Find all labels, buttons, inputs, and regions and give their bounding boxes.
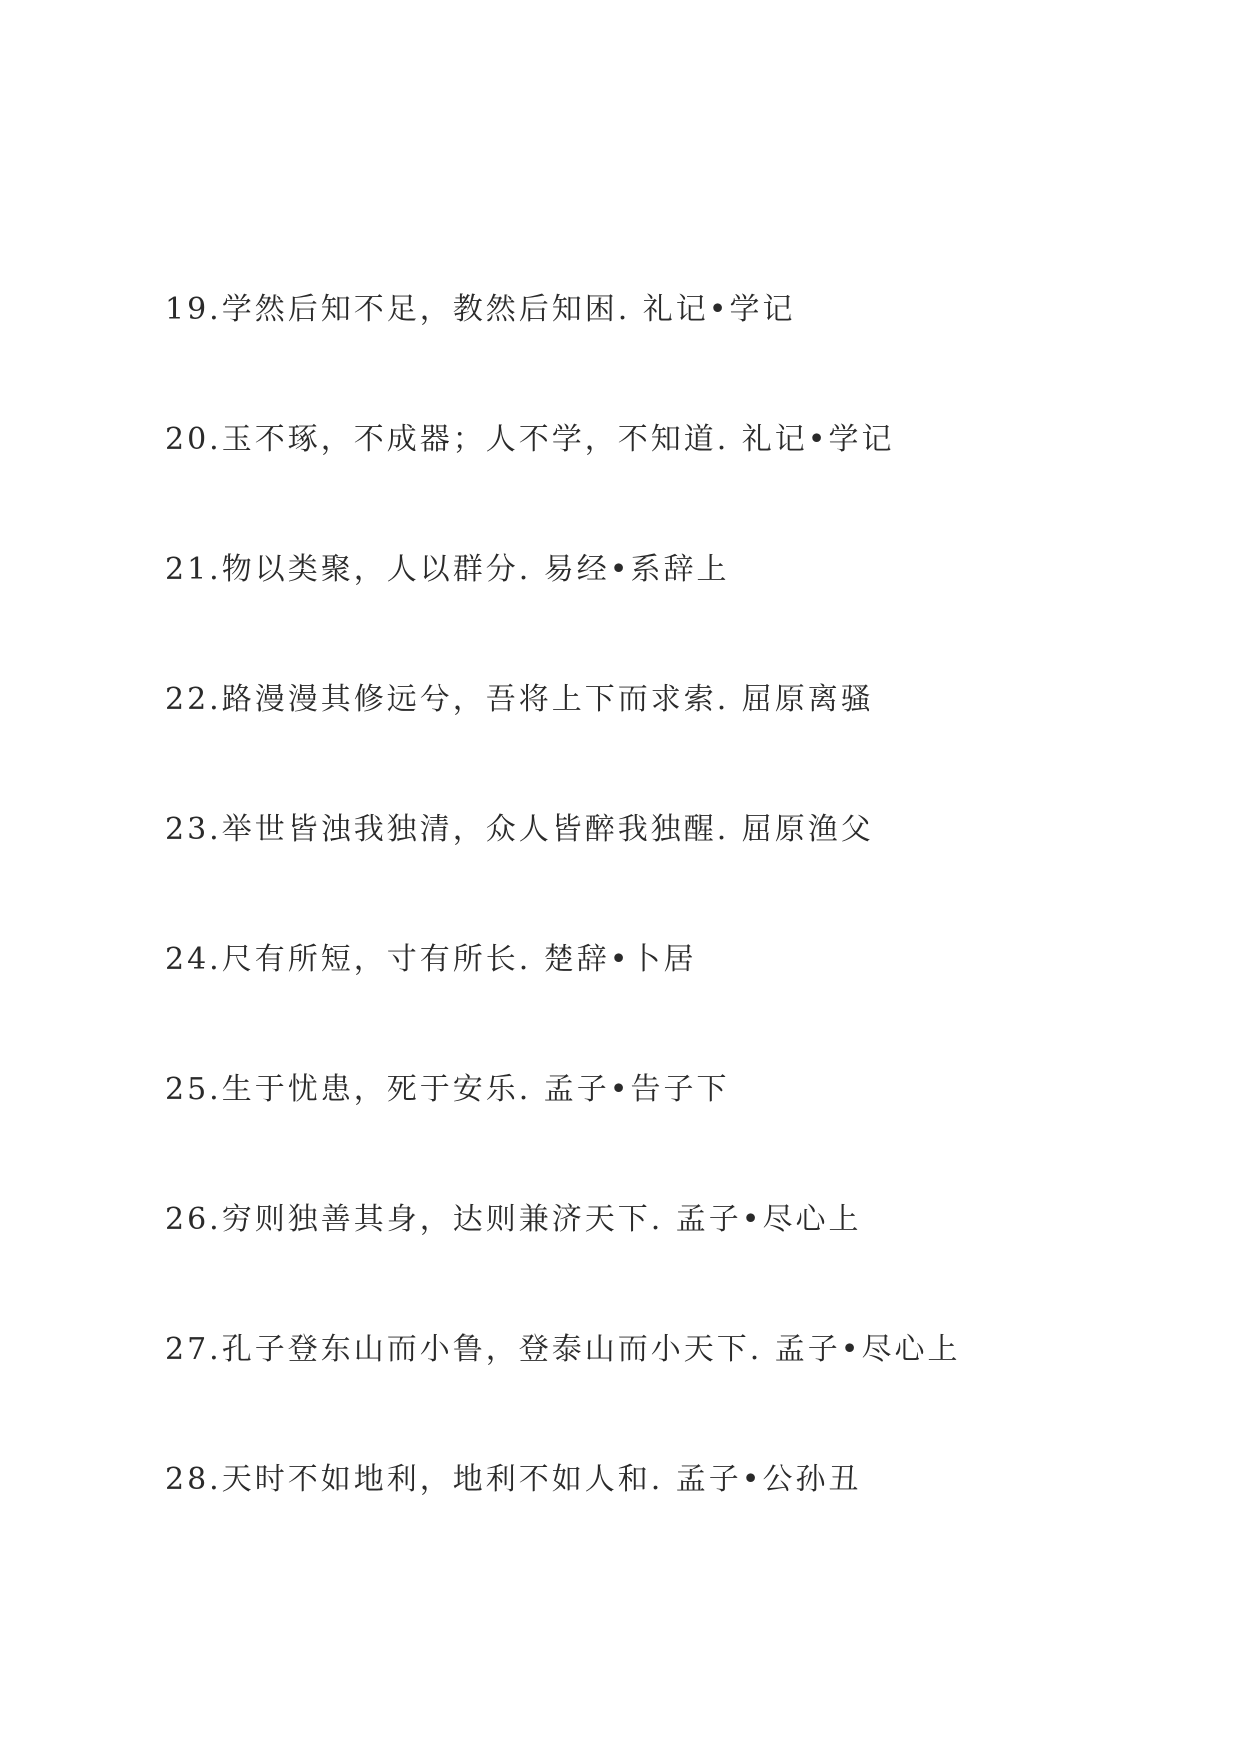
quote-text: 生于忧患，死于安乐. 孟子•告子下 <box>221 1072 730 1107</box>
quote-item <box>165 810 1165 940</box>
quote-text: 尺有所短，寸有所长. 楚辞•卜居 <box>221 942 697 977</box>
quote-number: 20. <box>165 422 222 457</box>
quote-item <box>165 680 1165 810</box>
quote-item <box>165 290 1165 420</box>
quote-text: 天时不如地利，地利不如人和. 孟子•公孙丑 <box>221 1462 862 1497</box>
quote-number: 28. <box>165 1462 222 1497</box>
quote-number: 21. <box>165 552 222 587</box>
quote-item <box>165 940 1165 1070</box>
quote-item <box>165 1330 1165 1460</box>
quote-list <box>165 290 1165 1590</box>
quote-item <box>165 420 1165 550</box>
quote-number: 25. <box>165 1072 222 1107</box>
quote-number: 24. <box>165 942 222 977</box>
quote-text: 物以类聚，人以群分. 易经•系辞上 <box>221 552 730 587</box>
quote-number: 27. <box>165 1332 222 1367</box>
quote-text: 孔子登东山而小鲁，登泰山而小天下. 孟子•尽心上 <box>221 1332 961 1367</box>
quote-item <box>165 1200 1165 1330</box>
quote-number: 22. <box>165 682 222 717</box>
quote-text: 举世皆浊我独清，众人皆醉我独醒. 屈原渔父 <box>221 812 874 847</box>
quote-number: 19. <box>165 292 222 327</box>
quote-text: 玉不琢，不成器；人不学，不知道. 礼记•学记 <box>221 422 895 457</box>
quote-item <box>165 550 1165 680</box>
quote-text: 学然后知不足，教然后知困. 礼记•学记 <box>221 292 796 327</box>
quote-text: 路漫漫其修远兮，吾将上下而求索. 屈原离骚 <box>221 682 874 717</box>
quote-text: 穷则独善其身，达则兼济天下. 孟子•尽心上 <box>221 1202 862 1237</box>
quote-number: 26. <box>165 1202 222 1237</box>
quote-item <box>165 1070 1165 1200</box>
quote-number: 23. <box>165 812 222 847</box>
quote-item <box>165 1460 1165 1590</box>
